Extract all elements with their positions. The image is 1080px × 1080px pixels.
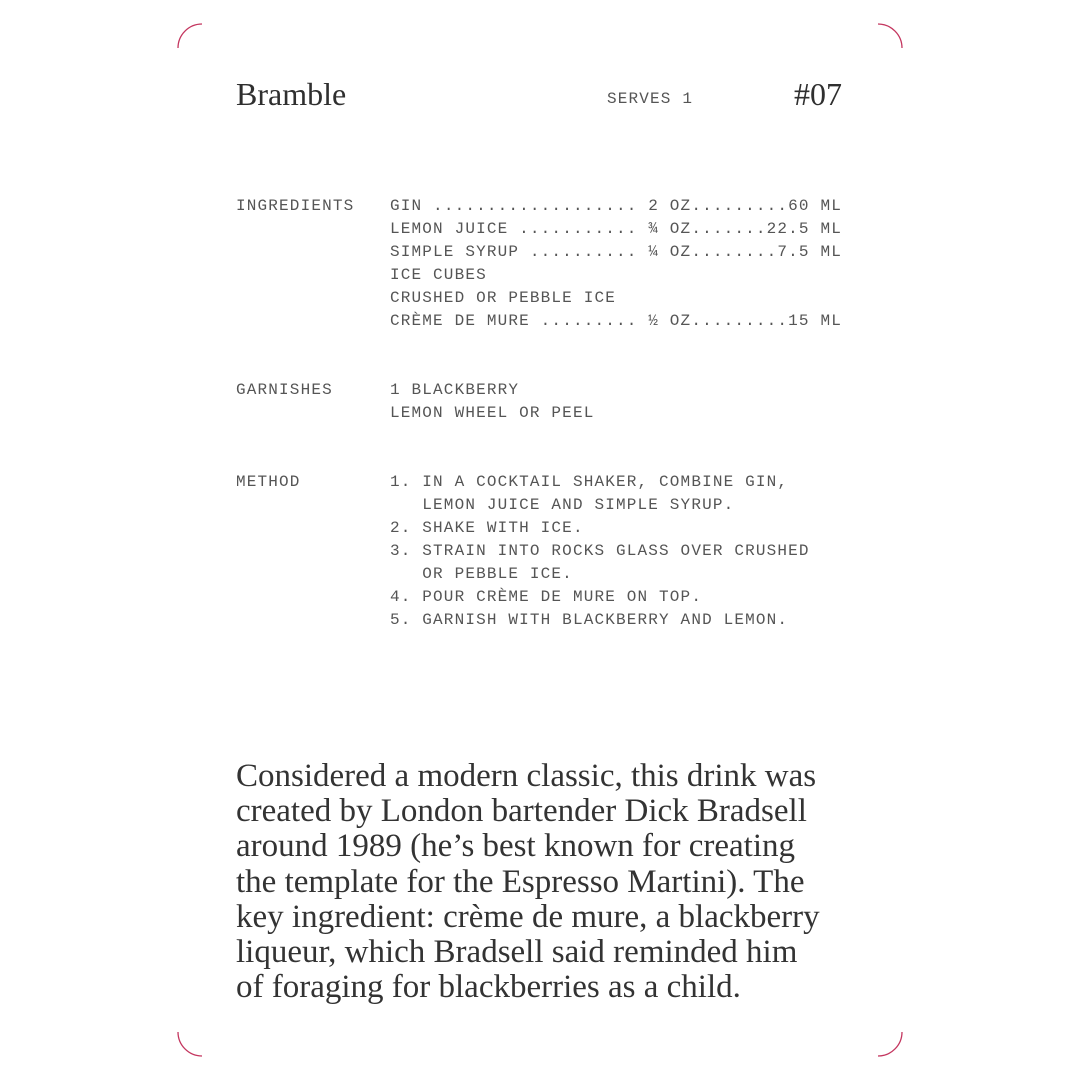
step-text: SHAKE WITH ICE. xyxy=(422,519,584,537)
ingredient-name: LEMON JUICE xyxy=(390,220,509,238)
ingredient-name: CRUSHED OR PEBBLE ICE xyxy=(390,289,616,307)
step-number: 2. xyxy=(390,519,412,537)
step-text: STRAIN INTO ROCKS GLASS OVER CRUSHED OR PEBBLE ICE. xyxy=(422,542,810,583)
garnish-item: 1 BLACKBERRY xyxy=(390,381,520,399)
leader-dots xyxy=(691,310,788,333)
recipe-number: #07 xyxy=(794,76,842,112)
leader-dots xyxy=(691,218,766,241)
corner-mark-top-left xyxy=(178,24,202,48)
ingredient-row xyxy=(390,241,842,264)
leader-dots xyxy=(691,241,777,264)
leader-dots xyxy=(519,243,637,261)
garnishes-list xyxy=(390,379,594,425)
ingredient-amount-oz: ¼ OZ xyxy=(648,243,692,261)
method-step xyxy=(390,471,822,517)
step-text: POUR CRÈME DE MURE ON TOP. xyxy=(422,588,703,606)
description-line: around 1989 (he’s best known for creating xyxy=(236,828,796,865)
method-step xyxy=(390,540,822,586)
ingredient-ml-cell xyxy=(691,310,842,333)
step-text: IN A COCKTAIL SHAKER, COMBINE GIN, LEMON JUICE AND SIMPLE SYRUP. xyxy=(422,473,789,514)
ingredients-list xyxy=(390,195,842,333)
ingredient-name: ICE CUBES xyxy=(390,266,487,284)
step-number: 4. xyxy=(390,588,412,606)
ingredient-amount-ml: 7.5 ML xyxy=(777,243,842,261)
garnish-item: LEMON WHEEL OR PEEL xyxy=(390,404,595,422)
ingredient-ml-cell xyxy=(691,241,842,264)
step-number: 1. xyxy=(390,473,412,491)
step-number: 3. xyxy=(390,542,412,560)
ingredient-amount-oz: ½ OZ xyxy=(648,312,692,330)
ingredient-name: SIMPLE SYRUP xyxy=(390,243,520,261)
leader-dots xyxy=(530,312,638,330)
description-line: created by London bartender Dick Bradsell xyxy=(236,793,807,830)
corner-mark-bottom-left xyxy=(178,1032,202,1056)
method-step xyxy=(390,609,822,632)
ingredient-amount-ml: 60 ML xyxy=(788,197,842,215)
ingredient-name-cell xyxy=(390,195,638,218)
description-paragraph xyxy=(236,759,820,1005)
step-text: GARNISH WITH BLACKBERRY AND LEMON. xyxy=(422,611,789,629)
ingredient-row xyxy=(390,195,842,218)
description-line: the template for the Espresso Martini). The xyxy=(236,863,805,900)
method-step xyxy=(390,517,822,540)
ingredient-row xyxy=(390,264,842,287)
method-label: METHOD xyxy=(236,473,301,491)
ingredient-amount-oz: ¾ OZ xyxy=(648,220,692,238)
leader-dots xyxy=(422,197,637,215)
garnishes-label: GARNISHES xyxy=(236,381,333,399)
method-step xyxy=(390,586,822,609)
recipe-title: Bramble xyxy=(236,76,347,112)
step-number: 5. xyxy=(390,611,412,629)
corner-mark-top-right xyxy=(878,24,902,48)
description-line: of foraging for blackberries as a child. xyxy=(236,969,741,1006)
ingredient-amount-ml: 15 ML xyxy=(788,312,842,330)
corner-mark-bottom-right xyxy=(878,1032,902,1056)
ingredient-name-cell xyxy=(390,241,638,264)
ingredient-amount-oz: 2 OZ xyxy=(648,197,692,215)
leader-dots xyxy=(508,220,637,238)
ingredient-row xyxy=(390,310,842,333)
leader-dots xyxy=(691,195,788,218)
ingredient-name-cell xyxy=(390,218,638,241)
ingredients-label: INGREDIENTS xyxy=(236,197,355,215)
ingredient-ml-cell xyxy=(691,218,842,241)
ingredient-name: CRÈME DE MURE xyxy=(390,312,530,330)
description-line: key ingredient: crème de mure, a blackberry xyxy=(236,898,820,935)
ingredient-name: GIN xyxy=(390,197,423,215)
serves-count: SERVES 1 xyxy=(607,90,694,108)
ingredient-row xyxy=(390,218,842,241)
ingredient-amount-ml: 22.5 ML xyxy=(766,220,842,238)
ingredient-ml-cell xyxy=(691,195,842,218)
ingredient-row xyxy=(390,287,842,310)
description-line: Considered a modern classic, this drink was xyxy=(236,758,817,794)
ingredient-name-cell xyxy=(390,310,638,333)
method-steps xyxy=(390,471,822,632)
description-line: liqueur, which Bradsell said reminded him xyxy=(236,934,798,971)
